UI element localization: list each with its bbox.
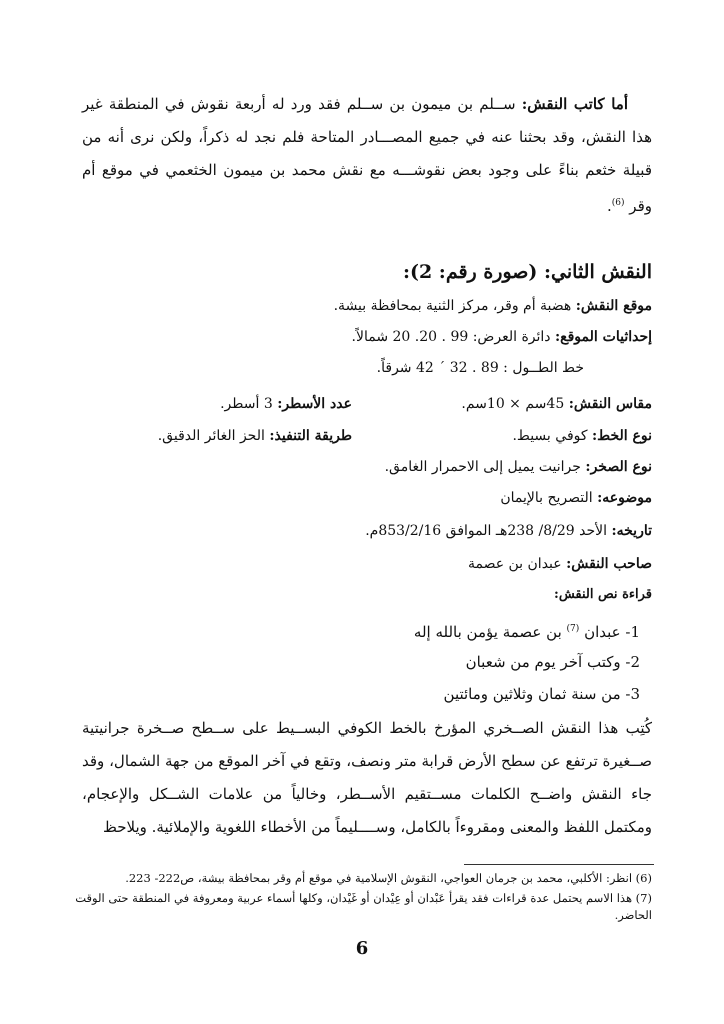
script-type-label: نوع الخط:	[591, 428, 652, 444]
script-type-value: كوفي بسيط.	[512, 428, 588, 444]
reading-line-number: 3-	[620, 685, 640, 703]
lines-count-field	[220, 393, 352, 415]
date-label: تاريخه:	[611, 523, 652, 539]
rock-row	[72, 456, 652, 478]
reading-line-text-cont: بن عصمة يؤمن بالله إله	[413, 623, 567, 641]
size-row	[72, 393, 652, 415]
footnote-ref-7: (7)	[566, 624, 580, 634]
longitude-row	[4, 357, 584, 379]
lines-count-value: 3 أسطر.	[220, 396, 273, 412]
date-row	[72, 520, 652, 542]
intro-paragraph	[82, 88, 652, 223]
reading-label: قراءة نص النقش:	[554, 587, 652, 602]
lines-count-label: عدد الأسطر:	[277, 396, 352, 412]
subject-label: موضوعه:	[597, 490, 652, 506]
owner-row	[72, 553, 652, 575]
description-paragraph: كُتِب هذا النقش الصــخري المؤرخ بالخط الكوفي البســيط على ســطح صــخرة جرانيتية صــغيرة ترتفع عن سطح الأرض قرابة متر ونصف، وتقع في آخر الموقع من جهة الشمال، وقد جاء النقش واضــح الكلمات مســتقيم الأســطر، وخالياً من علامات الشــكل والإعجام، ومكتمل اللفظ والمعنى ومقروءاً بالكامل، وســــليماً من الأخطاء اللغوية والإملائية. ويلاحظ	[82, 719, 652, 836]
site-row	[72, 295, 652, 317]
reading-label-row	[72, 584, 652, 606]
coordinates-label: إحداثيات الموقع:	[554, 329, 652, 345]
rock-value: جرانيت يميل إلى الاحمرار الغامق.	[384, 459, 581, 475]
script-row	[72, 425, 652, 447]
footnote-7-ref: (7)	[635, 891, 652, 905]
footnote-6-text: انظر: الأكلبي، محمد بن جرمان العواجي، النقوش الإسلامية في موقع أم وقر بمحافظة بيشة، ص222- 223.	[125, 871, 636, 885]
reading-line	[80, 682, 640, 706]
coordinates-row	[72, 326, 652, 348]
footnote-6	[72, 870, 652, 887]
method-label: طريقة التنفيذ:	[269, 428, 352, 444]
footnote-7-text: هذا الاسم يحتمل عدة قراءات فقد يقرأ عَبْدان أو عِيْدان أو غَيْدان، وكلها أسماء عربية ومعروفة في المنطقة حتى الوقت الحاضر.	[75, 891, 652, 922]
reading-line-number: 2-	[620, 653, 640, 671]
method-field	[158, 425, 352, 447]
footnote-ref-6: (6)	[611, 198, 625, 208]
date-value: الأحد 8/29/ 238هـ الموافق 853/2/16م.	[365, 523, 608, 539]
site-label: موقع النقش:	[575, 298, 652, 314]
footnote-6-ref: (6)	[635, 871, 652, 885]
reading-line	[80, 617, 640, 644]
page-number: 6	[355, 938, 369, 959]
latitude-value: دائرة العرض: 99 . 20. 20 شمالاً.	[351, 329, 551, 345]
reading-line	[80, 650, 640, 674]
section-heading: النقش الثاني: (صورة رقم: 2):	[402, 261, 652, 283]
reading-line-number: 1-	[620, 623, 640, 641]
footnote-7	[72, 890, 652, 924]
subject-row	[72, 487, 652, 509]
size-value: 45سم × 10سم.	[461, 396, 565, 412]
writer-label: أما كاتب النقش:	[521, 95, 628, 113]
footnote-divider	[464, 864, 654, 865]
site-value: هضبة أم وقر، مركز الثنية بمحافظة بيشة.	[333, 298, 572, 314]
owner-value: عبدان بن عصمة	[467, 556, 562, 572]
size-label: مقاس النقش:	[568, 396, 652, 412]
writer-paragraph-text: ســلم بن ميمون بن ســلم فقد ورد له أربعة نقوش في المنطقة غير هذا النقش، وقد بحثنا عنه في جميع المصـــادر المتاحة فلم نجد له ذكراً، ولكن نرى أنه من قبيلة خثعم بناءً على وجود بعض نقوشـــه مع نقش محمد بن ميمون الخثعمي في موقع أم وقر	[82, 95, 652, 215]
subject-value: التصريح بالإيمان	[500, 490, 593, 506]
longitude-value: خط الطــول : 89 . 32 ´ 42 شرقاً.	[376, 360, 584, 376]
method-value: الحز الغائر الدقيق.	[157, 428, 265, 444]
owner-label: صاحب النقش:	[566, 556, 652, 572]
reading-line-text: وكتب آخر يوم من شعبان	[465, 653, 621, 671]
rock-label: نوع الصخر:	[585, 459, 652, 475]
paragraph-end-mark: .	[606, 197, 612, 215]
reading-line-text: عبدان	[584, 623, 621, 641]
reading-line-text: من سنة ثمان وثلاثين ومائتين	[443, 685, 621, 703]
